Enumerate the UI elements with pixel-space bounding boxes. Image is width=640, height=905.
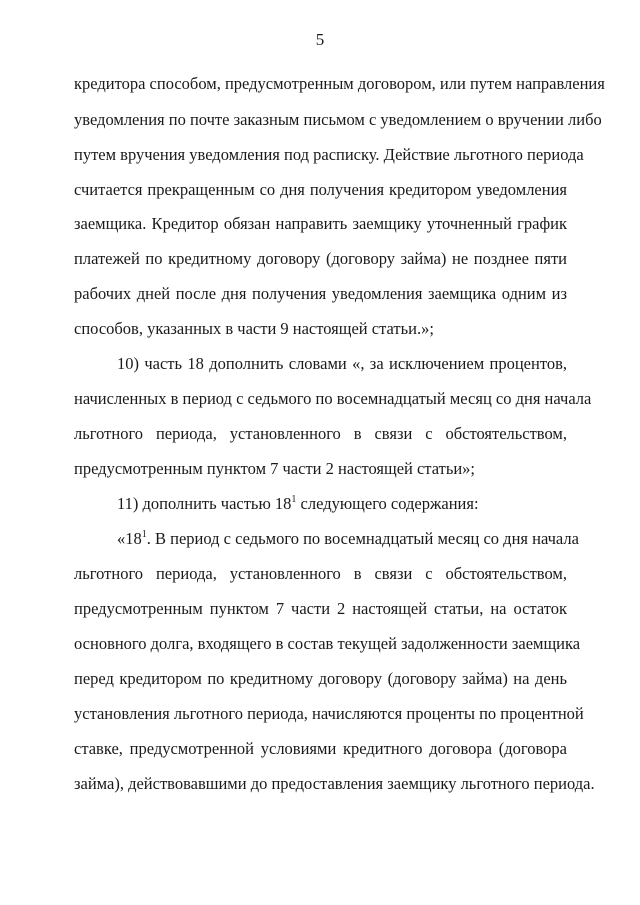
text-line: считается прекращенным со дня получения кредитором уведомления xyxy=(74,180,567,199)
text-line: уведомления по почте заказным письмом с уведомлением о вручении либо xyxy=(74,110,602,129)
text-line xyxy=(117,528,579,549)
page-number: 5 xyxy=(315,30,325,49)
text-line: кредитора способом, предусмотренным договором, или путем направления xyxy=(74,74,605,93)
text-line: ставке, предусмотренной условиями кредитного договора (договора xyxy=(74,739,567,758)
text-line: платежей по кредитному договору (договору займа) не позднее пяти xyxy=(74,249,567,268)
text-line: займа), действовавшими до предоставления заемщику льготного периода. xyxy=(74,774,595,793)
text-line: перед кредитором по кредитному договору (договору займа) на день xyxy=(74,669,567,688)
text-line: льготного периода, установленного в связи с обстоятельством, xyxy=(74,424,567,443)
text-line: предусмотренным пунктом 7 части 2 настоящей статьи, на остаток xyxy=(74,599,567,618)
text-line: основного долга, входящего в состав текущей задолженности заемщика xyxy=(74,634,581,653)
text-line: льготного периода, установленного в связи с обстоятельством, xyxy=(74,564,567,583)
line-text-start: 11) дополнить частью 18 xyxy=(117,494,292,513)
superscript: 1 xyxy=(141,528,147,540)
text-line: начисленных в период с седьмого по восемнадцатый месяц со дня начала xyxy=(74,389,592,408)
text-line: предусмотренным пунктом 7 части 2 настоящей статьи»; xyxy=(74,459,476,478)
text-line: 10) часть 18 дополнить словами «, за исключением процентов, xyxy=(117,354,567,373)
text-line: путем вручения уведомления под расписку. Действие льготного периода xyxy=(74,145,584,164)
text-line xyxy=(117,494,567,514)
text-line: заемщика. Кредитор обязан направить заемщику уточненный график xyxy=(74,214,567,233)
text-line: рабочих дней после дня получения уведомления заемщика одним из xyxy=(74,284,567,303)
text-line: установления льготного периода, начисляются проценты по процентной xyxy=(74,704,584,723)
line-text-start: «18 xyxy=(117,529,142,548)
text-line: способов, указанных в части 9 настоящей статьи.»; xyxy=(74,319,434,338)
superscript: 1 xyxy=(291,493,297,505)
line-text-end: следующего содержания: xyxy=(296,494,479,513)
line-text-end: . В период с седьмого по восемнадцатый месяц со дня начала xyxy=(146,529,579,548)
